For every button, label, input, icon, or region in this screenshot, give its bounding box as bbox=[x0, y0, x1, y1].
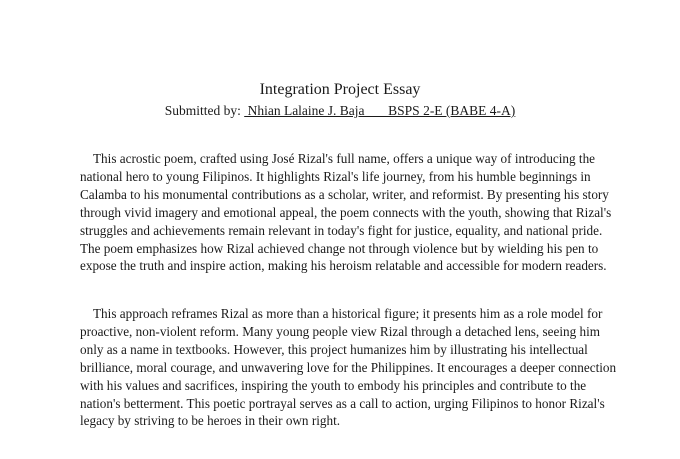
submitted-by-label: Submitted by: bbox=[164, 103, 245, 118]
paragraph-1: This acrostic poem, crafted using José Rizal's full name, offers a unique way of introducing the national hero to young Filipinos. It highlights Rizal's life journey, from his humble beginnings in Calamba to his monumental contributions as a scholar, writer, and reformist. By presenting his story through vivid imagery and emotional appeal, the poem connects with the youth, showing that Rizal's struggles and achievements remain relevant in today's fight for justice, equality, and national pride. The poem emphasizes how Rizal achieved change not through violence but by wielding his pen to expose the truth and inspire action, making his heroism relatable and accessible for modern readers. bbox=[80, 151, 612, 274]
submitted-by-value: Nhian Lalaine J. Baja BSPS 2-E (BABE 4-A) bbox=[244, 103, 516, 118]
document-title: Integration Project Essay bbox=[259, 81, 421, 98]
submitted-by-line bbox=[0, 102, 680, 120]
paragraph-2: This approach reframes Rizal as more than a historical figure; it presents him as a role model for proactive, non-violent reform. Many young people view Rizal through a detached lens, seeing him only as a name in textbooks. However, this project humanizes him by illustrating his intellectual brilliance, moral courage, and unwavering love for the Philippines. It encourages a deeper connection with his values and sacrifices, inspiring the youth to embody his principles and contribute to the nation's betterment. This poetic portrayal serves as a call to action, urging Filipinos to honor Rizal's legacy by striving to be heroes in their own right. bbox=[80, 306, 617, 429]
